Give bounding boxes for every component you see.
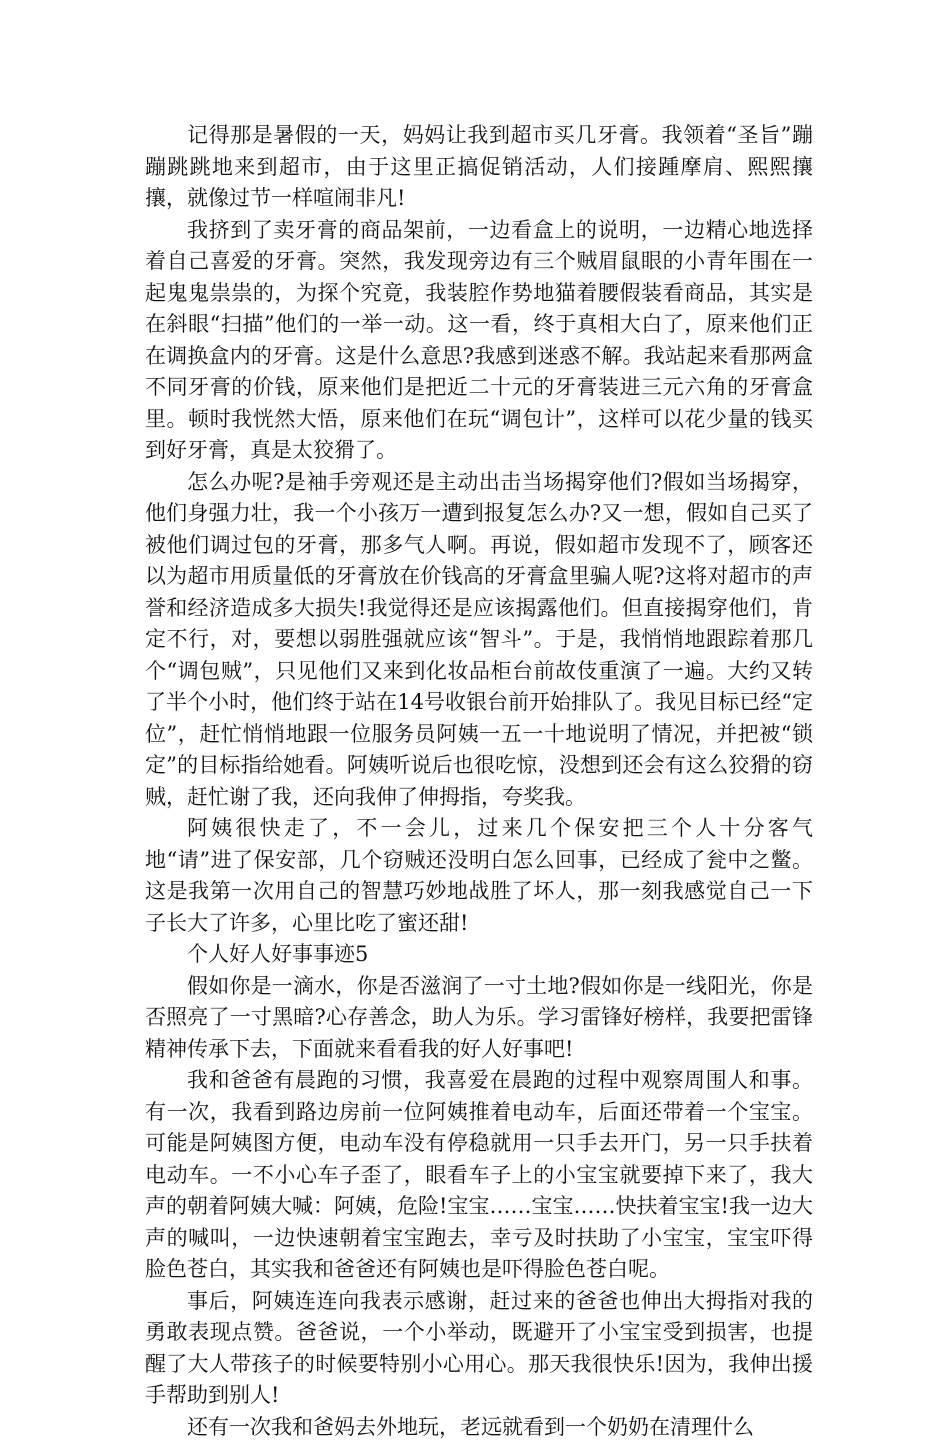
paragraph-drop-of-water: 假如你是一滴水，你是否滋润了一寸土地?假如你是一线阳光，你是否照亮了一寸黑暗?心存善念，助人为乐。学习雷锋好榜样，我要把雷锋精神传承下去，下面就来看看我的好人好事吧! [145, 971, 813, 1066]
section-heading-good-deeds-5: 个人好人好事事迹5 [145, 939, 813, 971]
paragraph-morning-run: 我和爸爸有晨跑的习惯，我喜爱在晨跑的过程中观察周围人和事。有一次，我看到路边房前一位阿姨推着电动车，后面还带着一个宝宝。可能是阿姨图方便，电动车没有停稳就用一只手去开门，另一只手扶着电动车。一不小心车子歪了，眼看车子上的小宝宝就要掉下来了，我大声的朝着阿姨大喊：阿姨，危险!宝宝……宝宝……快扶着宝宝!我一边大声的喊叫，一边快速朝着宝宝跑去，幸亏及时扶助了小宝宝，宝宝吓得脸色苍白，其实我和爸爸还有阿姨也是吓得脸色苍白呢。 [145, 1065, 813, 1286]
paragraph-what-to-do: 怎么办呢?是袖手旁观还是主动出击当场揭穿他们?假如当场揭穿，他们身强力壮，我一个小孩万一遭到报复怎么办?又一想，假如自己买了被他们调过包的牙膏，那多气人啊。再说，假如超市发现不了，顾客还以为超市用质量低的牙膏放在价钱高的牙膏盒里骗人呢?这将对超市的声誉和经济造成多大损失!我觉得还是应该揭露他们。但直接揭穿他们，肯定不行，对，要想以弱胜强就应该“智斗”。于是，我悄悄地跟踪着那几个“调包贼”，只见他们又来到化妆品柜台前故伎重演了一遍。大约又转了半个小时，他们终于站在14号收银台前开始排队了。我见目标已经“定位”，赶忙悄悄地跟一位服务员阿姨一五一十地说明了情况，并把被“锁定”的目标指给她看。阿姨听说后也很吃惊，没想到还会有这么狡猾的窃贼，赶忙谢了我，还向我伸了伸拇指，夸奖我。 [145, 467, 813, 814]
paragraph-another-time: 还有一次我和爸妈去外地玩，老远就看到一个奶奶在清理什么 [145, 1412, 813, 1443]
paragraph-supermarket-intro: 记得那是暑假的一天，妈妈让我到超市买几牙膏。我领着“圣旨”蹦蹦跳跳地来到超市，由于这里正搞促销活动，人们接踵摩肩、熙熙攘攘，就像过节一样喧闹非凡! [145, 120, 813, 215]
paragraph-toothpaste-shelf: 我挤到了卖牙膏的商品架前，一边看盒上的说明，一边精心地选择着自己喜爱的牙膏。突然，我发现旁边有三个贼眉鼠眼的小青年围在一起鬼鬼祟祟的，为探个究竟，我装腔作势地猫着腰假装看商品，其实是在斜眼“扫描”他们的一举一动。这一看，终于真相大白了，原来他们正在调换盒内的牙膏。这是什么意思?我感到迷惑不解。我站起来看那两盒不同牙膏的价钱，原来他们是把近二十元的牙膏装进三元六角的牙膏盒里。顿时我恍然大悟，原来他们在玩“调包计”，这样可以花少量的钱买到好牙膏，真是太狡猾了。 [145, 215, 813, 467]
paragraph-security-guards: 阿姨很快走了，不一会儿，过来几个保安把三个人十分客气地“请”进了保安部，几个窃贼还没明白怎么回事，已经成了瓮中之鳖。这是我第一次用自己的智慧巧妙地战胜了坏人，那一刻我感觉自己一下子长大了许多，心里比吃了蜜还甜! [145, 813, 813, 939]
paragraph-afterwards: 事后，阿姨连连向我表示感谢，赶过来的爸爸也伸出大拇指对我的勇敢表现点赞。爸爸说，一个小举动，既避开了小宝宝受到损害，也提醒了大人带孩子的时候要特别小心用心。那天我很快乐!因为，我伸出援手帮助到别人! [145, 1286, 813, 1412]
document-body [145, 120, 813, 1443]
